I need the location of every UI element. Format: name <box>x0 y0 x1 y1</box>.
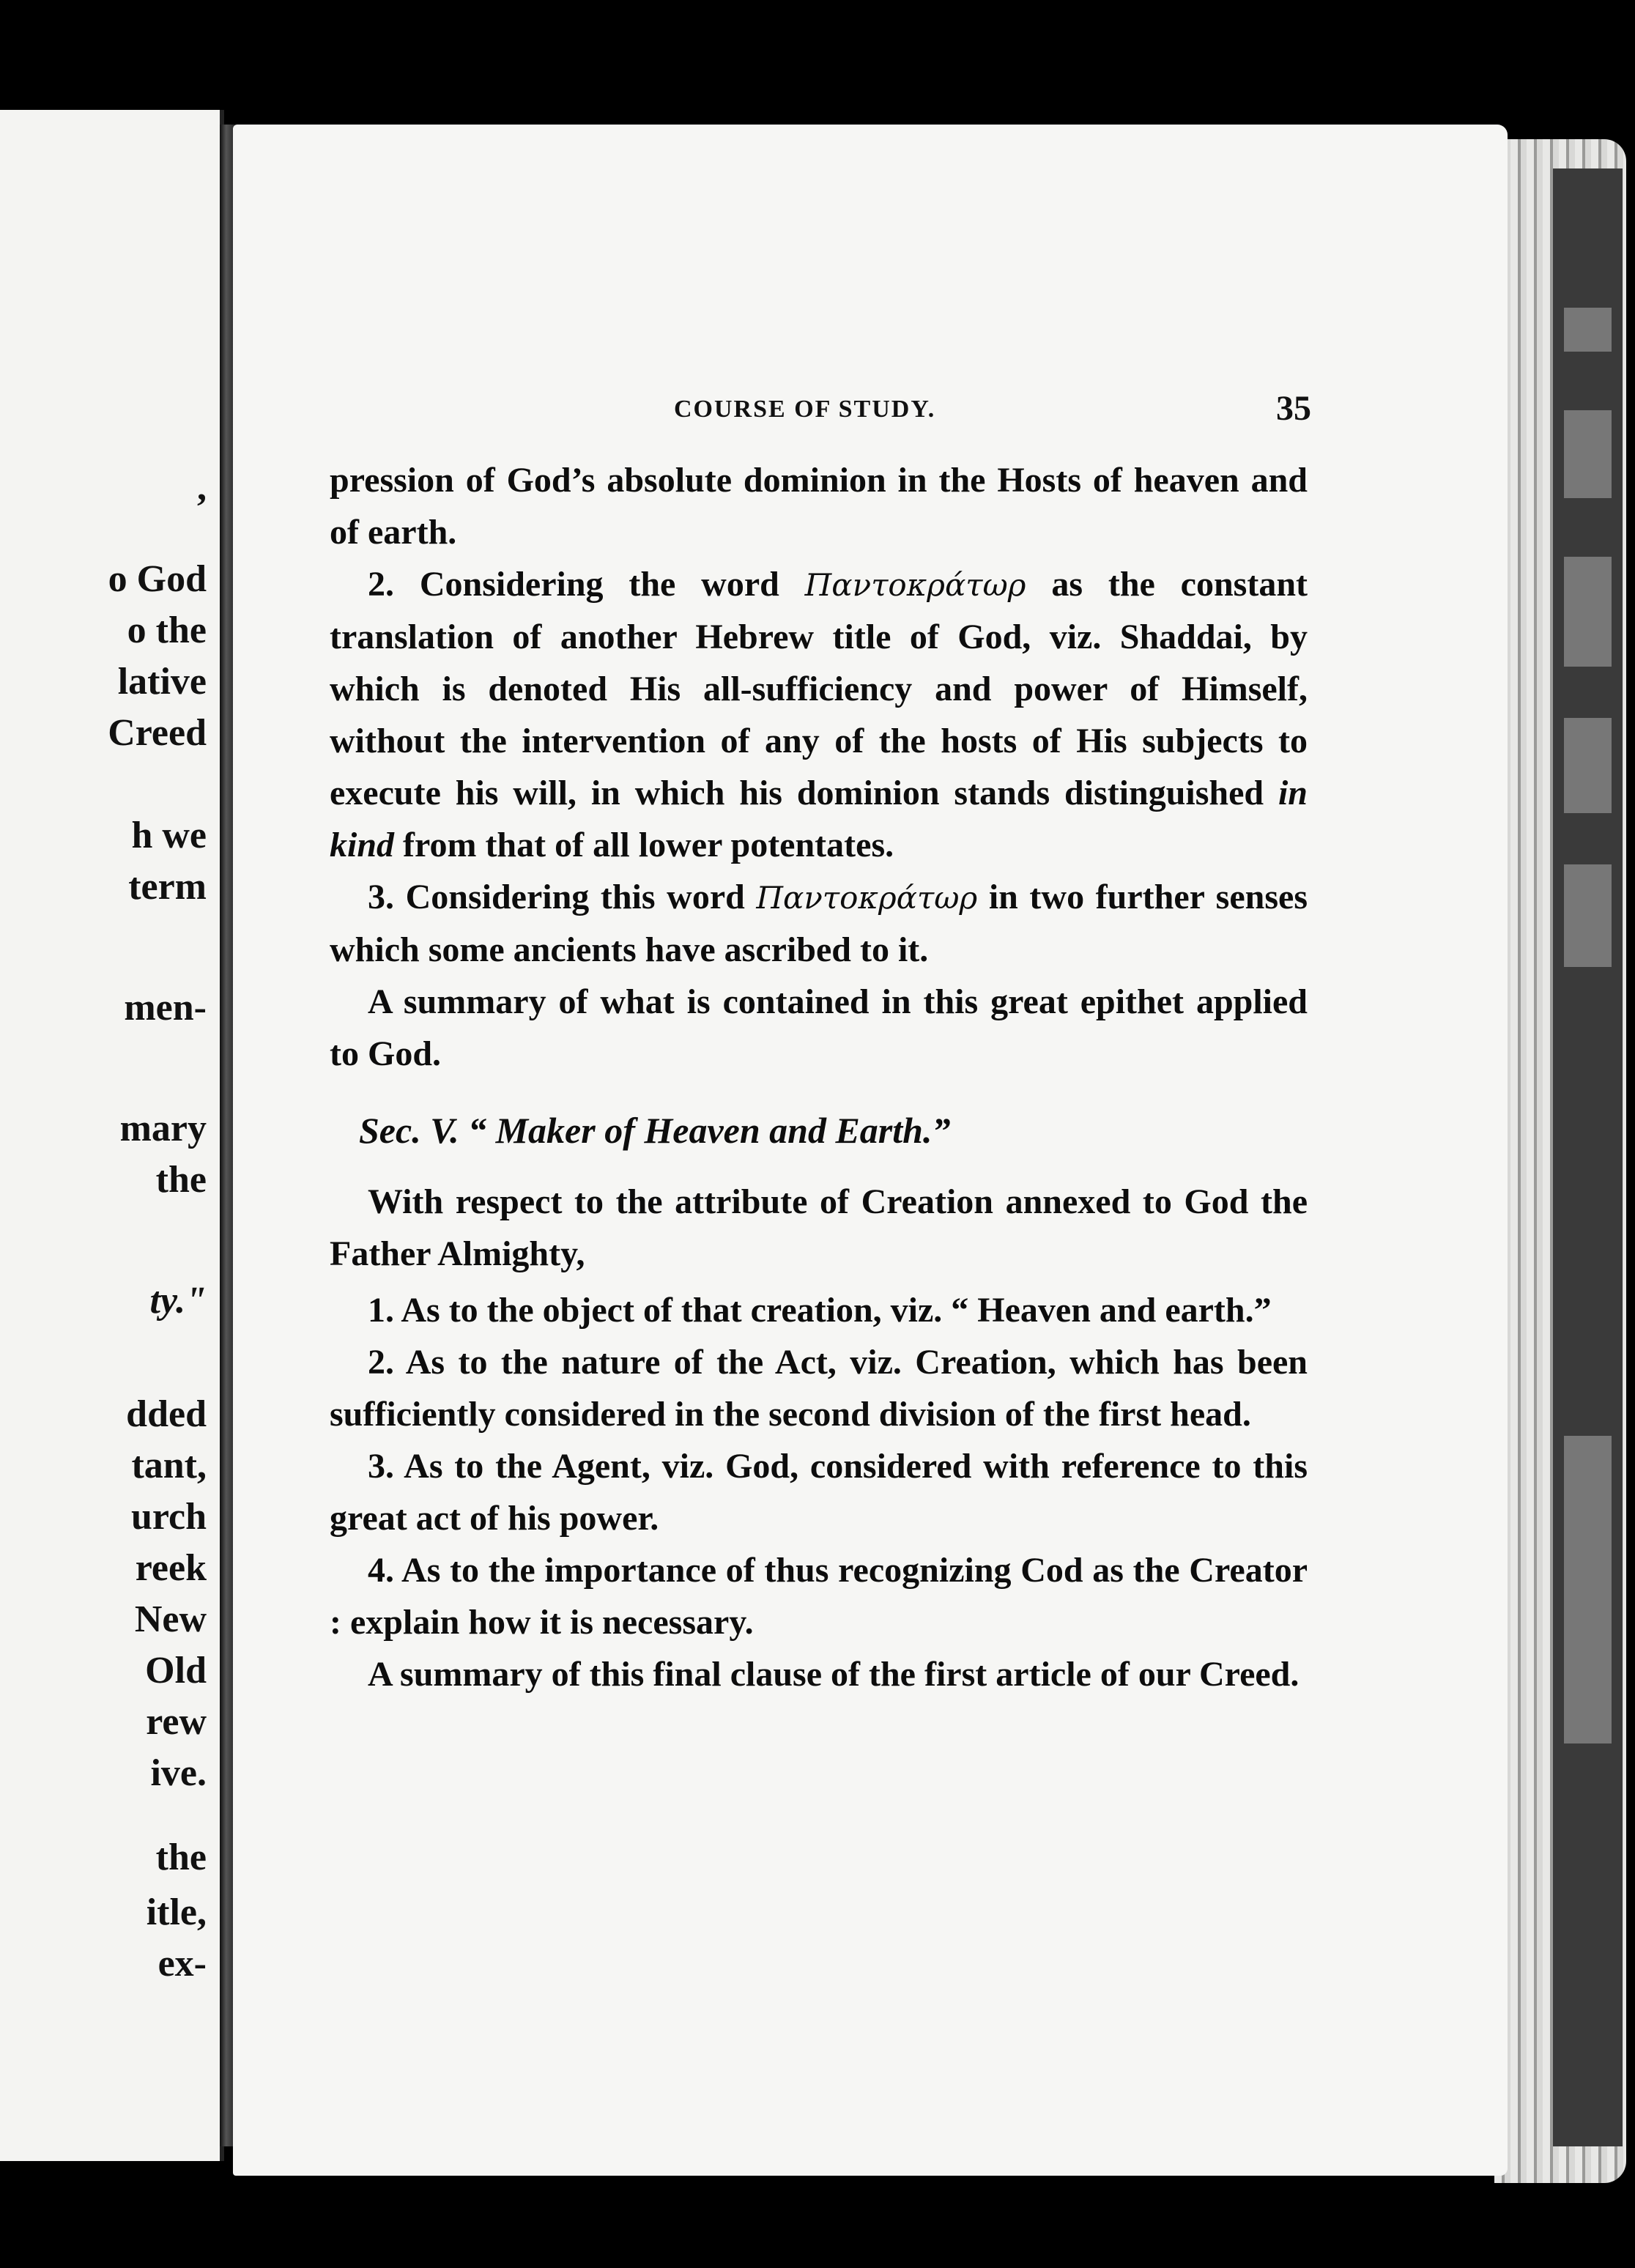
paragraph-text: 2. Considering the word <box>368 565 805 604</box>
left-page-fragment: Creed <box>108 712 207 754</box>
left-page-fragment: lative <box>117 661 207 703</box>
paragraph-text: 3. Considering this word <box>368 878 757 916</box>
left-page-fragment: reek <box>135 1547 207 1589</box>
paragraph <box>330 1176 1308 1280</box>
paragraph <box>330 1284 1308 1336</box>
left-page-fragment: the <box>155 1159 207 1201</box>
paragraph-text: A summary of this final clause of the first article of our Creed. <box>368 1655 1300 1694</box>
left-page <box>0 110 224 2161</box>
paragraph-text: 4. As to the importance of thus recognizing Cod as the Creator : explain how it is necessary. <box>330 1551 1308 1642</box>
left-page-fragment: term <box>128 866 207 908</box>
left-page-fragment: the <box>155 1837 207 1878</box>
paragraph-text: 2. As to the nature of the Act, viz. Creation, which has been sufficiently considered in the second division of the first head. <box>330 1343 1308 1434</box>
left-page-fragment: rew <box>146 1701 207 1743</box>
paragraph <box>330 1336 1308 1440</box>
left-page-fragment: itle, <box>146 1891 207 1933</box>
paragraph <box>330 1440 1308 1544</box>
paragraph-text: as the constant translation of another Hebrew title of God, viz. Shaddai, by which is denoted His all-sufficiency and power of Himself, without the intervention of any of the hosts of His subjects to execute his will, in which his dominion stands distinguished <box>330 565 1308 812</box>
spine-mark <box>1564 864 1612 967</box>
paragraph <box>330 1544 1308 1648</box>
paragraph <box>330 871 1308 976</box>
running-head: COURSE OF STUDY. <box>674 396 936 423</box>
paragraph-text: pression of God’s absolute dominion in the Hosts of heaven and of earth. <box>330 461 1308 552</box>
paragraph <box>330 1648 1308 1700</box>
left-page-fragment: , <box>197 467 207 508</box>
paragraph-text: With respect to the attribute of Creation annexed to God the Father Almighty, <box>330 1182 1308 1273</box>
spine-mark <box>1564 718 1612 813</box>
paragraph-text: 1. As to the object of that creation, viz. “ Heaven and earth.” <box>368 1291 1272 1330</box>
spine-mark <box>1564 1436 1612 1743</box>
paragraph <box>330 976 1308 1080</box>
greek-word: Παντοκράτωρ <box>804 567 1026 603</box>
paragraph-text: from that of all lower potentates. <box>394 826 894 864</box>
left-page-fragment: tant, <box>131 1445 207 1486</box>
left-page-fragment: mary <box>119 1108 207 1149</box>
paragraph-text: in two further senses which some ancients have ascribed to it. <box>330 878 1308 969</box>
left-page-fragment: urch <box>130 1496 207 1538</box>
emphasis-text: in kind <box>330 774 1308 864</box>
left-page-fragment: ive. <box>150 1752 207 1794</box>
spine-mark <box>1564 410 1612 498</box>
spine-mark <box>1564 308 1612 352</box>
spine-mark <box>1564 557 1612 667</box>
left-page-fragment: New <box>134 1598 207 1640</box>
paragraph <box>330 558 1308 871</box>
greek-word: Παντοκράτωρ <box>756 880 978 916</box>
left-page-fragment: o the <box>127 609 207 651</box>
paragraph-text: 3. As to the Agent, viz. God, considered with reference to this great act of his power. <box>330 1447 1308 1538</box>
paragraph <box>330 454 1308 558</box>
paragraph-text: A summary of what is contained in this great epithet applied to God. <box>330 982 1308 1073</box>
section-heading: Sec. V. “ Maker of Heaven and Earth.” <box>359 1110 951 1151</box>
left-page-fragment: h we <box>131 815 207 856</box>
left-page-fragment: ty." <box>149 1280 207 1322</box>
left-page-fragment: ex- <box>157 1943 207 1984</box>
left-page-fragment: dded <box>126 1393 207 1435</box>
page-body <box>330 454 1308 1700</box>
page-number: 35 <box>1276 389 1311 428</box>
left-page-fragment: o God <box>108 558 207 600</box>
left-page-fragment: Old <box>145 1650 207 1691</box>
left-page-fragment: men- <box>124 987 207 1029</box>
